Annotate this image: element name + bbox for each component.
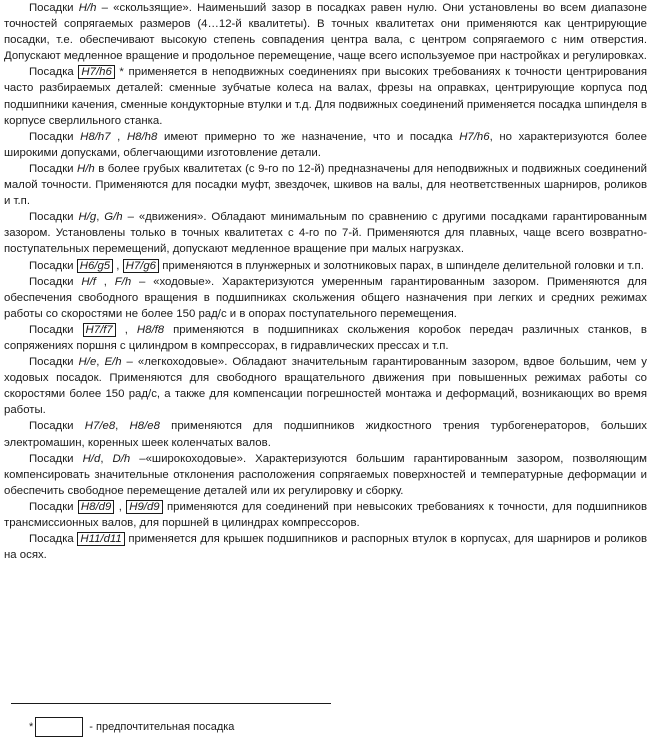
text-run: применяются для подшипников жидкостного трения турбогенераторов, больших электромашин, коренных шеек коленчатых валов. bbox=[4, 420, 647, 449]
document-body bbox=[4, 0, 647, 563]
text-run: , bbox=[96, 211, 105, 224]
text-run: Посадки bbox=[29, 420, 85, 433]
fit-designation: H/d bbox=[82, 452, 101, 465]
paragraph bbox=[4, 499, 647, 531]
text-run: , bbox=[115, 323, 137, 336]
text-run: применяются в подшипниках скольжения коробок передач различных станков, в сопряжениях поршня с цилиндром в компрессорах, в гидравлических прессах и т.п. bbox=[4, 323, 647, 352]
fit-designation: H8/h7 bbox=[80, 130, 111, 143]
paragraph bbox=[4, 531, 647, 563]
paragraph bbox=[4, 129, 647, 161]
paragraph bbox=[4, 451, 647, 499]
text-run: * применяется в неподвижных соединениях при высоких требованиях к точности центрирования часто разбираемых деталей: сменные зубчатые колеса на валах, фрезы на оправках, центрирующие корпуса под подшипники качения, сменные кондукторные втулки и т.д. Для подвижных соединений применяется посадка шпинделя в корпусе сверлильного станка. bbox=[4, 66, 647, 127]
paragraph bbox=[4, 274, 647, 322]
footnote-sample-box bbox=[35, 717, 83, 737]
paragraph bbox=[4, 322, 647, 354]
fit-designation: H8/h8 bbox=[126, 130, 158, 143]
preferred-fit-box: H8/d9 bbox=[78, 500, 114, 514]
fit-designation: D/h bbox=[112, 452, 131, 465]
fit-designation: H/f bbox=[81, 275, 96, 288]
preferred-fit-box: H9/d9 bbox=[126, 500, 162, 514]
text-run: применяются для соединений при невысоких требованиях к точности, для подшипников трансмиссионных валов, для поршней в цилиндрах компрессоров. bbox=[4, 500, 647, 529]
text-run: Посадки bbox=[29, 452, 83, 465]
fit-designation: E/h bbox=[104, 356, 122, 369]
preferred-fit-box: H7/g6 bbox=[123, 259, 159, 273]
text-run: Посадка bbox=[29, 533, 78, 546]
text-run: – «скользящие». Наименьший зазор в посадках равен нулю. Они установлены во всем диапазоне точностей сопрягаемых размеров (4…12-й квалитеты). В точных квалитетах они применяются как центрирующие посадки, т.е. обеспечивают высокую степень совпадения центра вала, с центром сопрягаемого с ним отверстия. Допускают медленное вращение и продольное перемещение, чаще всего используемое при настройках и регулировках. bbox=[4, 2, 647, 63]
text-run: Посадки bbox=[29, 162, 78, 175]
paragraph bbox=[4, 161, 647, 209]
preferred-fit-box: H6/g5 bbox=[77, 259, 113, 273]
footnote-divider bbox=[11, 703, 331, 704]
paragraph bbox=[4, 418, 647, 450]
text-run: , но характеризуются более широкими допусками, облегчающими изготовление детали. bbox=[4, 130, 647, 159]
footnote-asterisk: * bbox=[29, 721, 34, 733]
text-run: , bbox=[115, 420, 130, 433]
paragraph bbox=[4, 209, 647, 257]
text-run: Посадки bbox=[29, 500, 78, 513]
text-run: – «легкоходовые». Обладают значительным гарантированным зазором, вдвое большим, чем у ходовых посадок. Применяются для свободного вращательного движения при повышенных режимах работы со скоростями более 150 рад/с, а также для компенсации погрешностей монтажа и деформаций, возникающих во время работы. bbox=[4, 356, 647, 417]
text-run: , bbox=[114, 500, 127, 513]
text-run: , bbox=[95, 275, 115, 288]
preferred-fit-box: H11/d11 bbox=[77, 532, 124, 546]
text-run: Посадки bbox=[29, 275, 82, 288]
text-run: , bbox=[113, 259, 123, 272]
fit-designation: H/h bbox=[77, 162, 95, 175]
fit-designation: H7/e8 bbox=[84, 420, 116, 433]
text-run: применяются в плунжерных и золотниковых парах, в шпинделе делительной головки и т.п. bbox=[159, 259, 644, 272]
text-run: Посадки bbox=[29, 2, 79, 14]
paragraph bbox=[4, 0, 647, 64]
text-run: в более грубых квалитетах (с 9-го по 12-й) предназначены для неподвижных и подвижных соединений малой точности. Применяются для посадки муфт, звездочек, шкивов на валы, для неответственных шарниров, роликов и т.п. bbox=[4, 162, 647, 208]
text-run: Посадки bbox=[29, 356, 79, 369]
text-run: , bbox=[100, 452, 113, 465]
preferred-fit-box: H7/h6 bbox=[78, 65, 114, 79]
fit-designation: H/g bbox=[78, 211, 97, 224]
text-run: применяется для крышек подшипников и распорных втулок в корпусах, для шарниров и роликов на осях. bbox=[4, 533, 647, 562]
text-run: Посадки bbox=[29, 211, 79, 224]
footnote bbox=[29, 717, 234, 737]
fit-designation: H/h bbox=[78, 2, 97, 14]
fit-designation: H7/h6 bbox=[459, 130, 490, 143]
text-run: –«широкоходовые». Характеризуются большим гарантированным зазором, позволяющим компенсировать значительные отклонения расположения сопрягаемых поверхностей и температурные деформации и обеспечить свободное перемещение деталей или их регулировку и сборку. bbox=[4, 452, 647, 497]
paragraph bbox=[4, 354, 647, 418]
paragraph bbox=[4, 64, 647, 128]
text-run: имеют примерно то же назначение, что и посадка bbox=[157, 130, 460, 143]
fit-designation: H/e bbox=[78, 356, 97, 369]
fit-designation: G/h bbox=[104, 211, 123, 224]
text-run: Посадки bbox=[29, 323, 83, 336]
text-run: – «ходовые». Характеризуются умеренным гарантированным зазором. Применяются для обеспечения свободного вращения в подшипниках скольжения общего назначения при легких и средних режимах работы со скоростями не более 150 рад/с и в опорах поступательного перемещения. bbox=[4, 275, 647, 320]
footnote-text: - предпочтительная посадка bbox=[89, 721, 235, 733]
text-run: Посадки bbox=[29, 130, 81, 143]
fit-designation: H8/f8 bbox=[136, 323, 165, 336]
text-run: – «движения». Обладают минимальным по сравнению с другими посадками гарантированным зазором. Установлены только в точных квалитетах с 4-го по 7-й. Применяются для плавных, чаще всего возвратно-поступательных перемещений, допускают медленное вращение при малых нагрузках. bbox=[4, 211, 647, 256]
text-run: , bbox=[96, 356, 105, 369]
text-run: Посадка bbox=[29, 66, 79, 79]
fit-designation: F/h bbox=[114, 275, 132, 288]
fit-designation: H8/e8 bbox=[129, 420, 160, 433]
text-run: Посадки bbox=[29, 259, 77, 272]
preferred-fit-box: H7/f7 bbox=[83, 323, 116, 337]
paragraph bbox=[4, 258, 647, 274]
text-run: , bbox=[110, 130, 127, 143]
